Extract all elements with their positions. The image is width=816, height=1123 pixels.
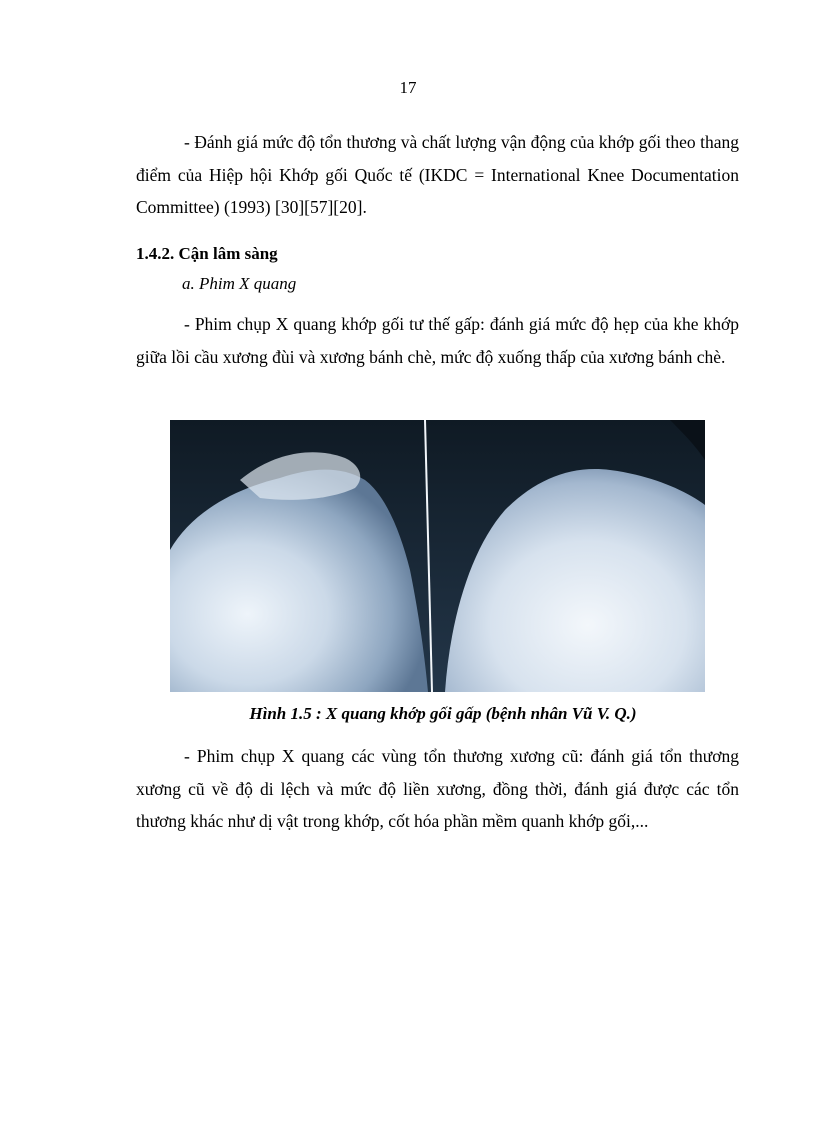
xray-image xyxy=(170,420,705,692)
xray-figure xyxy=(170,420,705,692)
section-heading: 1.4.2. Cận lâm sàng xyxy=(136,244,278,263)
paragraph-flexion-xray xyxy=(136,308,739,373)
paragraph-old-bone-injury xyxy=(136,740,739,838)
paragraph-text: - Đánh giá mức độ tổn thương và chất lượng vận động của khớp gối theo thang điểm của Hiệp hội Khớp gối Quốc tế (IKDC = International Knee Documentation Committee) (1993) [30][57][20]. xyxy=(136,132,739,217)
page-number: 17 xyxy=(399,78,417,97)
paragraph-text: - Phim chụp X quang khớp gối tư thế gấp: đánh giá mức độ hẹp của khe khớp giữa lồi cầu xương đùi và xương bánh chè, mức độ xuống thấp của xương bánh chè. xyxy=(136,314,739,367)
paragraph-text: - Phim chụp X quang các vùng tổn thương xương cũ: đánh giá tổn thương xương cũ về độ di lệch và mức độ liền xương, đồng thời, đánh giá được các tổn thương khác như dị vật trong khớp, cốt hóa phần mềm quanh khớp gối,... xyxy=(136,746,739,831)
paragraph-ikdc-assessment xyxy=(136,126,739,224)
section-subheading: a. Phim X quang xyxy=(182,274,297,293)
figure-caption: Hình 1.5 : X quang khớp gối gấp (bệnh nhân Vũ V. Q.) xyxy=(249,704,637,723)
